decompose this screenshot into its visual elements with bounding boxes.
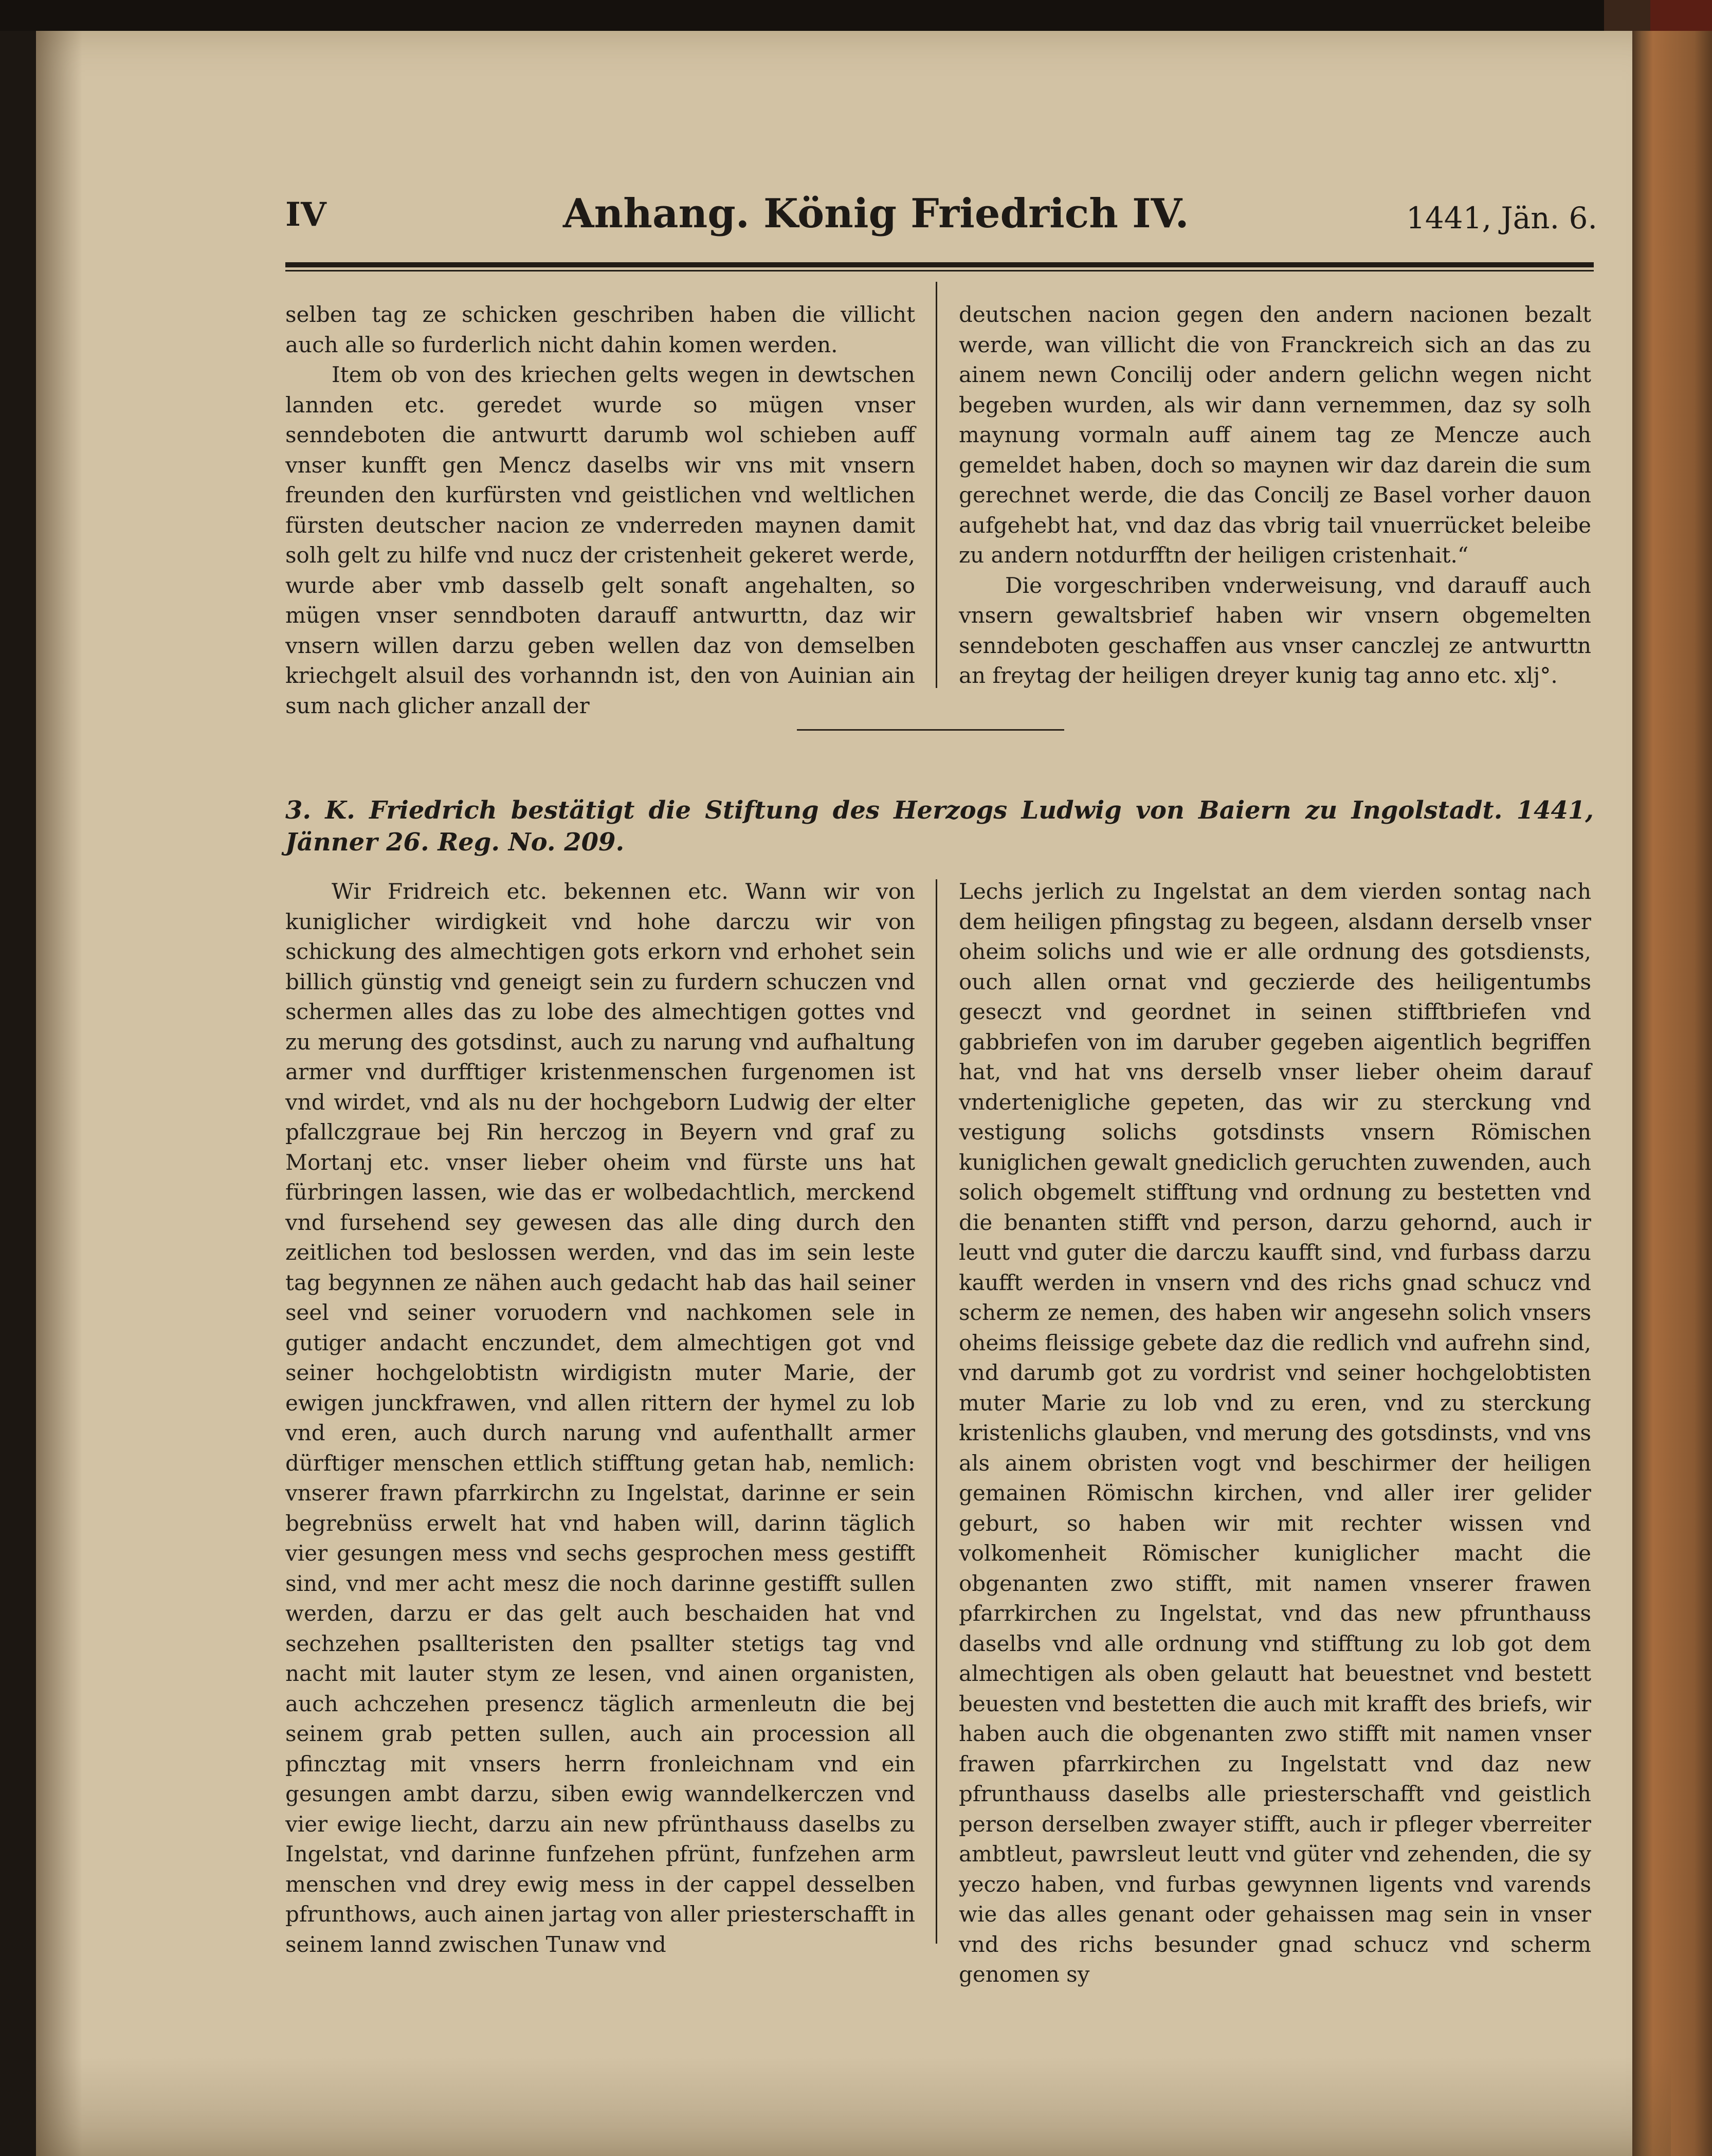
page-edge-shadow — [36, 31, 82, 2156]
section1-left-column — [285, 300, 915, 718]
binding-gutter — [1632, 31, 1712, 2156]
column-divider — [936, 879, 937, 1944]
paragraph: deutschen nacion gegen den andern nacionen bezalt werde, wan villicht die von Franckreich sich an das zu ainem newn Concilij oder andern gelichn wegen nicht begeben wurden, als wir dann vernemmen, daz sy solh maynung vormaln auff ainem tag ze Mencze auch gemeldet haben, doch so maynen wir daz darein die sum gerechnet werde, die das Concilj ze Basel vorher dauon aufgehebt hat, vnd daz das vbrig tail vnuerrücket beleibe zu andern notdurfftn der heiligen cristenhait.“ — [959, 302, 1591, 568]
page-bottom-shade — [36, 2057, 1671, 2156]
paragraph: Lechs jerlich zu Ingelstat an dem vierden sontag nach dem heiligen pfingstag zu begeen, alsdann derselb vnser oheim solichs und wie er alle ordnung des gotsdiensts, ouch allen ornat vnd geczierde des heiligentumbs geseczt vnd geordnet in seinen stifftbriefen vnd gabbriefen von im daruber gegeben aigentlich begriffen hat, vnd hat vns derselb vnser lieber oheim darauf vndertenigliche gepeten, das wir zu sterckung vnd vestigung solichs gotsdinsts vnsern Römischen kuniglichen gewalt gnediclich geruchten zuwenden, auch solich obgemelt stifftung vnd ordnung zu bestetten vnd die benanten stifft vnd person, darzu gehornd, auch ir leutt vnd guter die darczu kaufft sind, vnd furbass darzu kaufft werden in vnsern vnd des richs gnad schucz vnd scherm ze nemen, des haben wir angesehn solich vnsers oheims fleissige gebete daz die redlich vnd aufrehn sind, vnd darumb got zu vordrist vnd seiner hochgelobtisten muter Marie zu lob vnd zu eren, vnd zu sterckung kristenlichs glauben, vnd merung des gotsdinsts, vnd vns als ainem obristen vogt vnd beschirmer der heiligen gemainen Römischn kirchen, vnd aller irer gelider geburt, so haben wir mit rechter wissen vnd volkomenheit Römischer kuniglicher macht die obgenanten zwo stifft, mit namen vnserer frawen pfarrkirchen zu Ingelstat, vnd das new pfrunthauss daselbs vnd alle ordnung vnd stifftung zu lob got dem almechtigen als oben gelautt hat beuestnet vnd bestett beuesten vnd bestetten die auch mit krafft des briefs, wir haben auch die obgenanten zwo stifft mit namen vnser frawen pfarrkirchen zu Ingelstatt vnd daz new pfrunthauss daselbs alle priesterschafft vnd geistlich person derselben zwayer stifft, auch ir pfleger vberreiter ambtleut, pawrsleut leutt vnd güter vnd zehenden, die sy yeczo haben, vnd furbas gewynnen ligents vnd varends wie das alles genant oder gehaissen mag sein in vnser vnd des richs besunder gnad schucz vnd scherm genomen sy — [959, 879, 1591, 1987]
scan-background-top — [0, 0, 1712, 31]
header-date: 1441, Jän. 6. — [1406, 201, 1597, 235]
spine-mark — [1650, 0, 1712, 31]
column-divider — [936, 282, 937, 688]
running-title: Anhang. König Friedrich IV. — [563, 190, 1189, 237]
paragraph: selben tag ze schicken geschriben haben die villicht auch alle so furderlich nicht dahin komen werden. — [285, 302, 915, 357]
document-heading: 3. K. Friedrich bestätigt die Stiftung des Herzogs Ludwig von Baiern zu Ingolstadt. 1441, Jänner 26. Reg. No. 209. — [285, 796, 1594, 857]
section2-left-column — [285, 877, 915, 1957]
page-header — [285, 185, 1597, 242]
paragraph: Item ob von des kriechen gelts wegen in dewtschen lannden etc. geredet wurde so mügen vnser senndeboten die antwurtt darumb wol schieben auff vnser kunfft gen Mencz daselbs wir vns mit vnsern freunden den kurfürsten vnd geistlichen vnd weltlichen fürsten deutscher nacion ze vnderreden maynen damit solh gelt zu hilfe vnd nucz der cristenheit gekeret werde, wurde aber vmb dasselb gelt sonaft angehalten, so mügen vnser senndboten darauff antwurttn, daz wir vnsern willen darzu geben wellen daz von demselben kriechgelt alsuil des vorhanndn ist, den von Auinian ain sum nach glicher anzall der — [285, 362, 915, 718]
page-number: IV — [285, 195, 326, 234]
header-rule — [285, 262, 1594, 267]
section-separator — [797, 729, 1064, 731]
section1-right-column — [959, 300, 1591, 696]
paragraph: Die vorgeschriben vnderweisung, vnd darauff auch vnsern gewaltsbrief haben wir vnsern obgemelten senndeboten geschaffen aus vnser canczlej ze antwurttn an freytag der heiligen dreyer kunig tag anno etc. xlj°. — [959, 572, 1591, 688]
section2-right-column — [959, 877, 1591, 1987]
paragraph: Wir Fridreich etc. bekennen etc. Wann wir von kuniglicher wirdigkeit vnd hohe darczu wir von schickung des almechtigen gots erkorn vnd erhohet sein billich günstig vnd geneigt sein zu furdern schuczen vnd schermen alles das zu lobe des almechtigen gottes vnd zu merung des gotsdinst, auch zu narung vnd aufhaltung armer vnd durfftiger kristenmenschen furgenomen ist vnd wirdet, vnd als nu der hochgeborn Ludwig der elter pfallczgraue bej Rin herczog in Beyern vnd graf zu Mortanj etc. vnser lieber oheim vnd fürste uns hat fürbringen lassen, wie das er wolbedachtlich, merckend vnd fursehend sey gewesen das alle ding durch den zeitlichen tod beslossen werden, vnd das im sein leste tag begynnen ze nähen auch gedacht hab das hail seiner seel vnd seiner voruodern vnd nachkomen sele in gutiger andacht enczundet, dem almechtigen got vnd seiner hochgelobtistn wirdigistn muter Marie, der ewigen junckfrawen, vnd allen rittern der hymel zu lob vnd eren, auch durch narung vnd aufenthallt armer dürftiger menschen ettlich stifftung getan hab, nemlich: vnserer frawn pfarrkirchn zu Ingelstat, darinne er sein begrebnüss erwelt hat vnd haben will, darinn täglich vier gesungen mess vnd sechs gesprochen mess gestifft sind, vnd mer acht mesz die noch darinne gestifft sullen werden, darzu er das gelt auch beschaiden hat vnd sechzehen psallteristen den psallter stetigs tag vnd nacht mit lauter stym ze lesen, vnd ainen organisten, auch achczehen presencz täglich armenleutn die bej seinem grab petten sullen, auch ain procession all pfincztag mit vnsers herrn fronleichnam vnd ein gesungen ambt darzu, siben ewig wanndelkerczen vnd vier ewige liecht, darzu ain new pfrünthauss daselbs zu Ingelstat, vnd darinne funfzehen pfrünt, funfzehen arm menschen vnd drey ewig mess in der cappel desselben pfrunthows, auch ainen jartag von aller priesterschafft in seinem lannd zwischen Tunaw vnd — [285, 879, 915, 1957]
header-rule-thin — [285, 270, 1594, 271]
